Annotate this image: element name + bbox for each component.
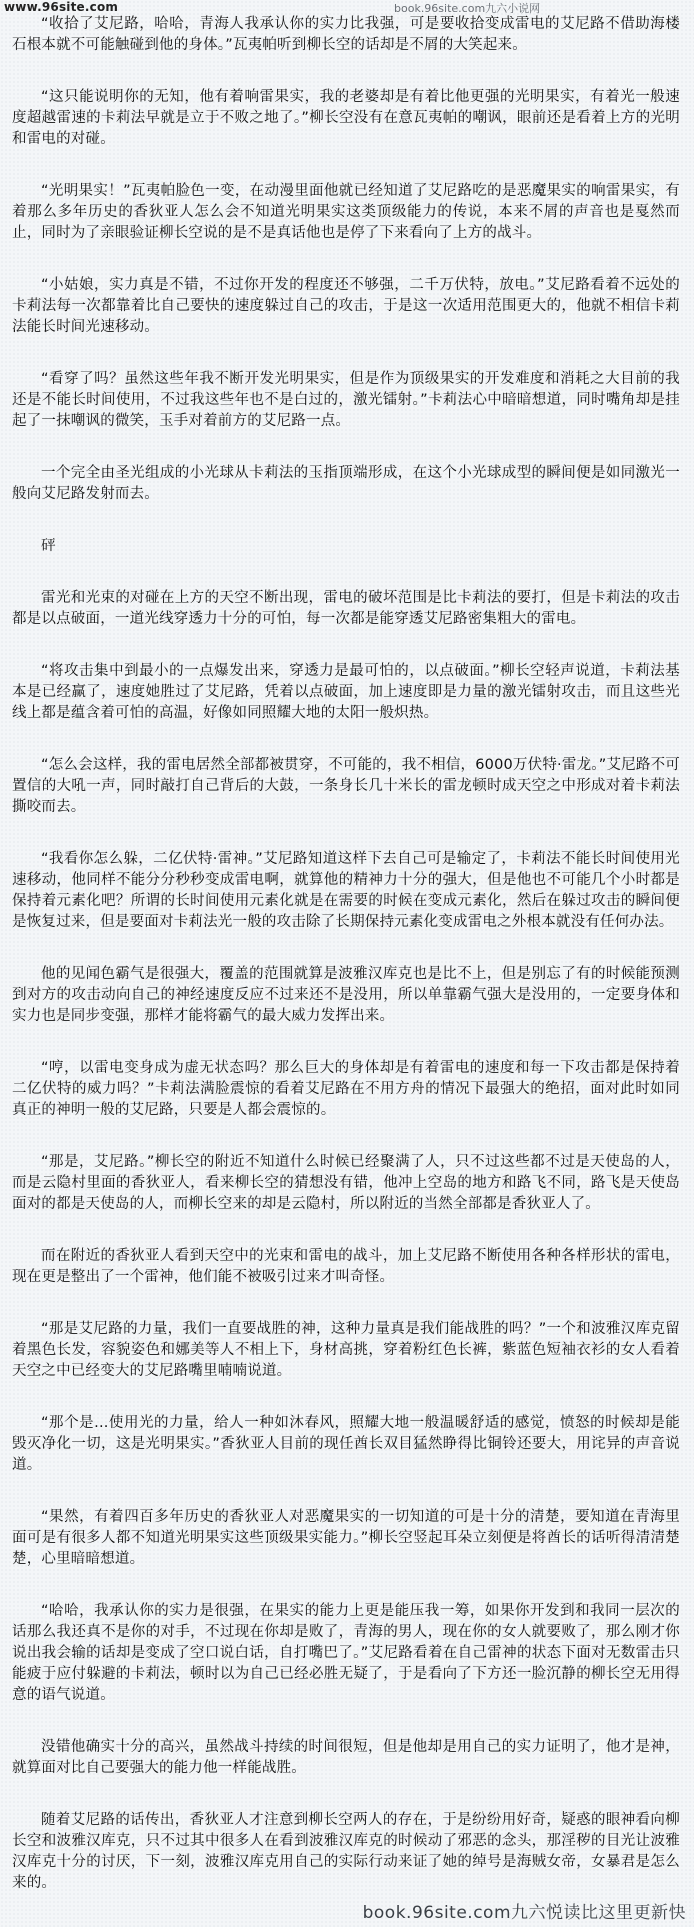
paragraph-16: “那是艾尼路的力量，我们一直要战胜的神，这种力量真是我们能战胜的吗？”一个和波雅汉库克留着黑色长发，容貌姿色和娜美等人不相上下，身材高挑，穿着粉红色长裤，紫蓝色短袖衣衫的女人看着天空之中已经变大的艾尼路嘴里喃喃说道。 <box>12 1321 680 1379</box>
paragraph-17: “那个是...使用光的力量，给人一种如沐春风，照耀大地一般温暖舒适的感觉，愤怒的时候却是能毁灭净化一切，这是光明果实。”香狄亚人目前的现任酋长双目猛然睁得比铜铃还要大，用诧异的声音说道。 <box>12 1415 680 1473</box>
paragraph-12: 他的见闻色霸气是很强大，覆盖的范围就算是波雅汉库克也是比不上，但是别忘了有的时候能预测到对方的攻击动向自己的神经速度反应不过来还不是没用，所以单靠霸气强大是没用的，一定要身体和实力也是同步变强，那样才能将霸气的最大威力发挥出来。 <box>12 966 680 1024</box>
paragraph-1: “收拾了艾尼路，哈哈，青海人我承认你的实力比我强，可是要收拾变成雷电的艾尼路不借助海楼石根本就不可能触碰到他的身体。”瓦夷帕听到柳长空的话却是不屑的大笑起来。 <box>12 16 680 53</box>
paragraph-3: “光明果实！”瓦夷帕脸色一变，在动漫里面他就已经知道了艾尼路吃的是恶魔果实的响雷果实，有着那么多年历史的香狄亚人怎么会不知道光明果实这类顶级能力的传说，本来不屑的声音也是戛然而止，同时为了亲眼验证柳长空说的是不是真话他也是停了下来看向了上方的战斗。 <box>12 183 680 241</box>
paragraph-20: 没错他确实十分的高兴，虽然战斗持续的时间很短，但是他却是用自己的实力证明了，他才是神，就算面对比自己要强大的能力他一样能战胜。 <box>12 1739 680 1776</box>
paragraph-11: “我看你怎么躲，二亿伏特·雷神。”艾尼路知道这样下去自己可是输定了，卡莉法不能长时间使用光速移动，他同样不能分分秒秒变成雷电啊，就算他的精神力十分的强大，但是他也不可能几个小时都是保持着元素化吧？所谓的长时间使用元素化就是在需要的时候在变成元素化，然后在躲过攻击的瞬间便是恢复过来，但是要面对卡莉法光一般的攻击除了长期保持元素化变成雷电之外根本就没有任何办法。 <box>12 851 680 930</box>
paragraph-14: “那是，艾尼路。”柳长空的附近不知道什么时候已经聚满了人，只不过这些都不过是天使岛的人，而是云隐村里面的香狄亚人，看来柳长空的猜想没有错，他冲上空岛的地方和路飞不同，路飞是天使岛面对的都是天使岛的人，而柳长空来的却是云隐村，所以附近的当然全部都是香狄亚人了。 <box>12 1154 680 1212</box>
paragraph-10: “怎么会这样，我的雷电居然全部都被贯穿，不可能的，我不相信，6000万伏特·雷龙。”艾尼路不可置信的大吼一声，同时敲打自己背后的大鼓，一条身长几十米长的雷龙顿时成天空之中形成对着卡莉法撕咬而去。 <box>12 757 680 815</box>
paragraph-18: “果然，有着四百多年历史的香狄亚人对恶魔果实的一切知道的可是十分的清楚，要知道在青海里面可是有很多人都不知道光明果实这些顶级果实能力。”柳长空竖起耳朵立刻便是将酋长的话听得清清楚楚，心里暗暗想道。 <box>12 1509 680 1567</box>
paragraph-4: “小姑娘，实力真是不错，不过你开发的程度还不够强，二千万伏特，放电。”艾尼路看着不远处的卡莉法每一次都靠着比自己要快的速度躲过自己的攻击，于是这一次适用范围更大的，他就不相信卡莉法能长时间光速移动。 <box>12 277 680 335</box>
paragraph-6: 一个完全由圣光组成的小光球从卡莉法的玉指顶端形成，在这个小光球成型的瞬间便是如同激光一般向艾尼路发射而去。 <box>12 465 680 502</box>
paragraph-21: 随着艾尼路的话传出，香狄亚人才注意到柳长空两人的存在，于是纷纷用好奇，疑惑的眼神看向柳长空和波雅汉库克，只不过其中很多人在看到波雅汉库克的时候动了邪恶的念头，那淫秽的目光让波雅汉库克十分的讨厌，下一刻，波雅汉库克用自己的实际行动来证了她的绰号是海贼女帝，女暴君是怎么来的。 <box>12 1812 680 1891</box>
paragraph-9: “将攻击集中到最小的一点爆发出来，穿透力是最可怕的，以点破面。”柳长空轻声说道，卡莉法基本是已经赢了，速度她胜过了艾尼路，凭着以点破面，加上速度即是力量的激光镭射攻击，而且这些光线上都是蕴含着可怕的高温，好像如同照耀大地的太阳一般炽热。 <box>12 663 680 721</box>
footer-watermark: book.96site.com九六悦读比这里更新快 <box>362 1903 686 1923</box>
paragraph-15: 而在附近的香狄亚人看到天空中的光束和雷电的战斗，加上艾尼路不断使用各种各样形状的雷电，现在更是整出了一个雷神，他们能不被吸引过来才叫奇怪。 <box>12 1248 680 1285</box>
chapter-text <box>12 14 680 1925</box>
site-watermark: www.96site.com <box>4 0 119 14</box>
paragraph-7: 砰 <box>41 538 56 554</box>
paragraph-19: “哈哈，我承认你的实力是很强，在果实的能力上更是能压我一筹，如果你开发到和我同一层次的话那么我还真不是你的对手，不过现在你却是败了，青海的男人，现在你的女人就要败了，那么刚才你说出我会输的话却是变成了空口说白话，自打嘴巴了。”艾尼路看着在自己雷神的状态下面对无数雷击只能疲于应付躲避的卡莉法，顿时以为自己已经必胜无疑了，于是看向了下方还一脸沉静的柳长空无用得意的语气说道。 <box>12 1603 680 1703</box>
paragraph-5: “看穿了吗？虽然这些年我不断开发光明果实，但是作为顶级果实的开发难度和消耗之大目前的我还是不能长时间使用，不过我这些年也不是白过的，激光镭射。”卡莉法心中暗暗想道，同时嘴角却是挂起了一抹嘲讽的微笑，玉手对着前方的艾尼路一点。 <box>12 371 680 429</box>
paragraph-2: “这只能说明你的无知，他有着响雷果实，我的老婆却是有着比他更强的光明果实，有着光一般速度超越雷速的卡莉法早就是立于不败之地了。”柳长空没有在意瓦夷帕的嘲讽，眼前还是看着上方的光明和雷电的对碰。 <box>12 89 680 147</box>
paragraph-8: 雷光和光束的对碰在上方的天空不断出现，雷电的破坏范围是比卡莉法的要打，但是卡莉法的攻击都是以点破面，一道光线穿透力十分的可怕，每一次都是能穿透艾尼路密集粗大的雷电。 <box>12 590 680 627</box>
paragraph-13: “哼，以雷电变身成为虚无状态吗？那么巨大的身体却是有着雷电的速度和每一下攻击都是保持着二亿伏特的威力吗？”卡莉法满脸震惊的看着艾尼路在不用方舟的情况下最强大的绝招，面对此时如同真正的神明一般的艾尼路，只要是人都会震惊的。 <box>12 1060 680 1118</box>
site-watermark-top-right: book.96site.com九六小说网 <box>394 2 541 15</box>
